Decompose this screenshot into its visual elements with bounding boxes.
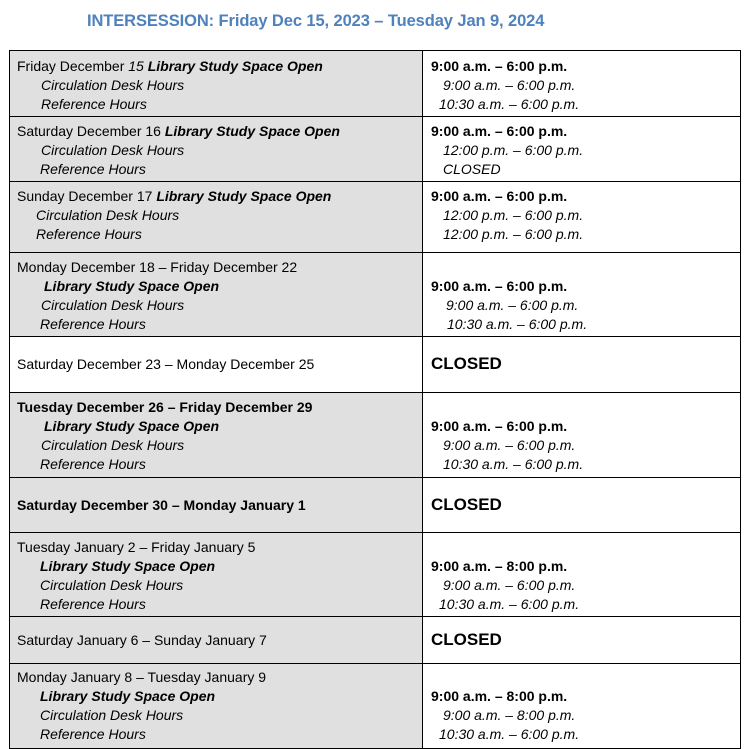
- day-cell: [10, 617, 423, 664]
- open-label: Library Study Space Open: [44, 418, 220, 434]
- open-label: Library Study Space Open: [40, 688, 216, 704]
- open-label: Library Study Space Open: [40, 558, 216, 574]
- day-cell: [10, 117, 423, 182]
- day-label: Saturday December 16 Library Study Space Open: [17, 123, 340, 139]
- table-row: [10, 393, 741, 478]
- table-row: [10, 533, 741, 617]
- open-label: Library Study Space Open: [44, 278, 220, 294]
- hours-table: [9, 50, 741, 749]
- day-label: Monday January 8 – Tuesday January 9: [17, 669, 267, 685]
- reference-label: Reference Hours: [40, 316, 146, 332]
- day-label: Saturday January 6 – Sunday January 7: [17, 632, 267, 648]
- hours-cell: [423, 478, 741, 533]
- day-cell: [10, 51, 423, 117]
- hours-cell: [423, 617, 741, 664]
- circulation-hours: 9:00 a.m. – 6:00 p.m.: [446, 297, 579, 313]
- circulation-label: Circulation Desk Hours: [40, 707, 184, 723]
- hours-cell: [423, 117, 741, 182]
- circulation-label: Circulation Desk Hours: [41, 142, 185, 158]
- day-cell: [10, 337, 423, 393]
- circulation-label: Circulation Desk Hours: [41, 77, 185, 93]
- open-hours: 9:00 a.m. – 6:00 p.m.: [431, 418, 568, 434]
- reference-hours: 10:30 a.m. – 6:00 p.m.: [447, 316, 588, 332]
- reference-label: Reference Hours: [40, 456, 146, 472]
- open-hours: 9:00 a.m. – 8:00 p.m.: [431, 558, 568, 574]
- hours-cell: [423, 182, 741, 253]
- hours-cell: [423, 51, 741, 117]
- reference-label: Reference Hours: [40, 161, 146, 177]
- day-cell: [10, 393, 423, 478]
- hours-cell: [423, 664, 741, 749]
- reference-hours: 10:30 a.m. – 6:00 p.m.: [439, 96, 580, 112]
- hours-cell: [423, 533, 741, 617]
- circulation-label: Circulation Desk Hours: [41, 437, 185, 453]
- table-row: [10, 337, 741, 393]
- day-cell: [10, 478, 423, 533]
- circulation-hours: 9:00 a.m. – 8:00 p.m.: [443, 707, 576, 723]
- day-label: Friday December 15 Library Study Space Open: [17, 58, 323, 74]
- table-row: [10, 617, 741, 664]
- day-cell: [10, 533, 423, 617]
- table-row: [10, 182, 741, 253]
- reference-hours: 10:30 a.m. – 6:00 p.m.: [439, 726, 580, 742]
- circulation-label: Circulation Desk Hours: [40, 577, 184, 593]
- day-label: Saturday December 30 – Monday January 1: [17, 497, 306, 513]
- circulation-hours: 9:00 a.m. – 6:00 p.m.: [443, 437, 576, 453]
- closed-status: CLOSED: [431, 495, 502, 514]
- open-hours: 9:00 a.m. – 6:00 p.m.: [431, 123, 568, 139]
- hours-cell: [423, 393, 741, 478]
- reference-label: Reference Hours: [40, 596, 146, 612]
- circulation-label: Circulation Desk Hours: [36, 207, 180, 223]
- day-cell: [10, 182, 423, 253]
- day-label: Tuesday December 26 – Friday December 29: [17, 399, 313, 415]
- circulation-hours: 9:00 a.m. – 6:00 p.m.: [443, 577, 576, 593]
- reference-hours: 10:30 a.m. – 6:00 p.m.: [439, 596, 580, 612]
- open-hours: 9:00 a.m. – 6:00 p.m.: [431, 58, 568, 74]
- open-hours: 9:00 a.m. – 8:00 p.m.: [431, 688, 568, 704]
- table-row: [10, 253, 741, 337]
- reference-hours: 12:00 p.m. – 6:00 p.m.: [443, 226, 584, 242]
- table-row: [10, 117, 741, 182]
- schedule-title: INTERSESSION: Friday Dec 15, 2023 – Tuesday Jan 9, 2024: [87, 12, 545, 30]
- table-row: [10, 664, 741, 749]
- table-row: [10, 51, 741, 117]
- circulation-hours: 12:00 p.m. – 6:00 p.m.: [443, 207, 584, 223]
- day-cell: [10, 253, 423, 337]
- day-label: Monday December 18 – Friday December 22: [17, 259, 298, 275]
- day-label: Saturday December 23 – Monday December 25: [17, 356, 315, 372]
- day-label: Sunday December 17 Library Study Space Open: [17, 188, 332, 204]
- reference-hours: CLOSED: [443, 161, 501, 177]
- open-hours: 9:00 a.m. – 6:00 p.m.: [431, 278, 568, 294]
- closed-status: CLOSED: [431, 354, 502, 373]
- table-row: [10, 478, 741, 533]
- open-hours: 9:00 a.m. – 6:00 p.m.: [431, 188, 568, 204]
- day-label: Tuesday January 2 – Friday January 5: [17, 539, 256, 555]
- circulation-hours: 12:00 p.m. – 6:00 p.m.: [443, 142, 584, 158]
- hours-cell: [423, 337, 741, 393]
- circulation-label: Circulation Desk Hours: [41, 297, 185, 313]
- reference-hours: 10:30 a.m. – 6:00 p.m.: [443, 456, 584, 472]
- hours-cell: [423, 253, 741, 337]
- day-cell: [10, 664, 423, 749]
- closed-status: CLOSED: [431, 630, 502, 649]
- reference-label: Reference Hours: [36, 226, 142, 242]
- reference-label: Reference Hours: [40, 726, 146, 742]
- reference-label: Reference Hours: [41, 96, 147, 112]
- circulation-hours: 9:00 a.m. – 6:00 p.m.: [443, 77, 576, 93]
